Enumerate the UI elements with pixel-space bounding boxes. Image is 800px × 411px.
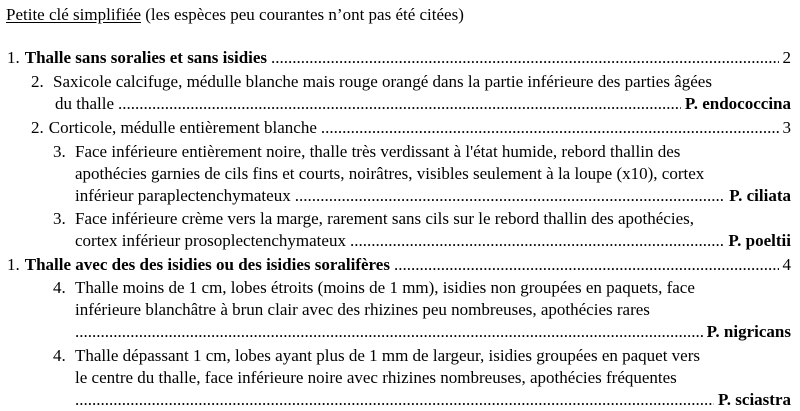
leader-dots [118, 93, 681, 115]
entry-text: Thalle sans soralies et sans isidies [24, 48, 268, 67]
entry-text: apothécies garnies de cils fins et courts, noirâtres, visibles seulement à la loupe (x10), cortex [75, 164, 705, 183]
entry-target: 4 [782, 255, 791, 274]
entry-number: 2. [31, 118, 44, 137]
entry-text: Thalle dépassant 1 cm, lobes ayant plus de 1 mm de largeur, isidies groupées en paquet vers [75, 346, 700, 365]
entry-text: Corticole, médulle entièrement blanche [48, 118, 317, 137]
key-entry-3a-line1 [53, 141, 680, 163]
entry-target: P. ciliata [729, 186, 791, 205]
key-title-note: (les espèces peu courantes n’ont pas été citées) [141, 5, 464, 24]
leader-dots [271, 47, 778, 69]
leader-dots [75, 389, 714, 411]
key-entry-1b [7, 254, 791, 276]
entry-number: 4. [53, 346, 66, 365]
key-title-underlined: Petite clé simplifiée [6, 5, 142, 24]
leader-dots [394, 254, 779, 276]
entry-number: 2. [31, 72, 44, 91]
key-entry-2b [31, 117, 791, 139]
entry-target: P. sciastra [717, 390, 791, 409]
key-entry-3a-line3 [75, 185, 791, 207]
entry-text: Face inférieure entièrement noire, thalle très verdissant à l'état humide, rebord thallin des [75, 142, 681, 161]
entry-text: Thalle moins de 1 cm, lobes étroits (moins de 1 mm), isidies non groupées en paquets, face [75, 278, 695, 297]
key-title [6, 5, 464, 25]
key-entry-4b-line3 [75, 389, 791, 411]
entry-text: inférieur paraplectenchymateux [75, 186, 291, 205]
entry-text: Thalle avec des des isidies ou des isidies soralifères [24, 255, 390, 274]
entry-text: cortex inférieur prosoplectenchymateux [75, 231, 346, 250]
key-entry-4b-line1 [53, 345, 700, 367]
leader-dots [350, 230, 724, 252]
entry-target: 3 [782, 118, 791, 137]
key-entry-2a-line1 [31, 71, 712, 93]
entry-text: le centre du thalle, face inférieure noire avec rhizines nombreuses, apothécies fréquentes [75, 368, 677, 387]
entry-target: P. endococcina [684, 94, 791, 113]
key-entry-1a [7, 47, 791, 69]
entry-number: 4. [53, 278, 66, 297]
entry-target: 2 [782, 48, 791, 67]
entry-number: 1. [7, 255, 20, 274]
entry-number: 3. [53, 142, 66, 161]
entry-text: Saxicole calcifuge, médulle blanche mais rouge orangé dans la partie inférieure des parties âgées [53, 72, 712, 91]
leader-dots [295, 185, 726, 207]
key-entry-2a-line2 [55, 93, 791, 115]
entry-text: du thalle [55, 94, 115, 113]
leader-dots [75, 321, 703, 343]
key-entry-3a-line2 [75, 163, 704, 185]
entry-text: Face inférieure crème vers la marge, rarement sans cils sur le rebord thallin des apothécies, [75, 209, 694, 228]
key-entry-3b-line1 [53, 208, 694, 230]
entry-text: inférieure blanchâtre à brun clair avec des rhizines peu nombreuses, apothécies rares [75, 300, 650, 319]
key-entry-4a-line2 [75, 299, 650, 321]
entry-number: 1. [7, 48, 20, 67]
entry-number: 3. [53, 209, 66, 228]
leader-dots [321, 117, 779, 139]
key-entry-4a-line3 [75, 321, 791, 343]
key-entry-4a-line1 [53, 277, 695, 299]
entry-target: P. nigricans [706, 322, 791, 341]
key-entry-4b-line2 [75, 367, 677, 389]
key-entry-3b-line2 [75, 230, 791, 252]
entry-target: P. poeltii [728, 231, 791, 250]
